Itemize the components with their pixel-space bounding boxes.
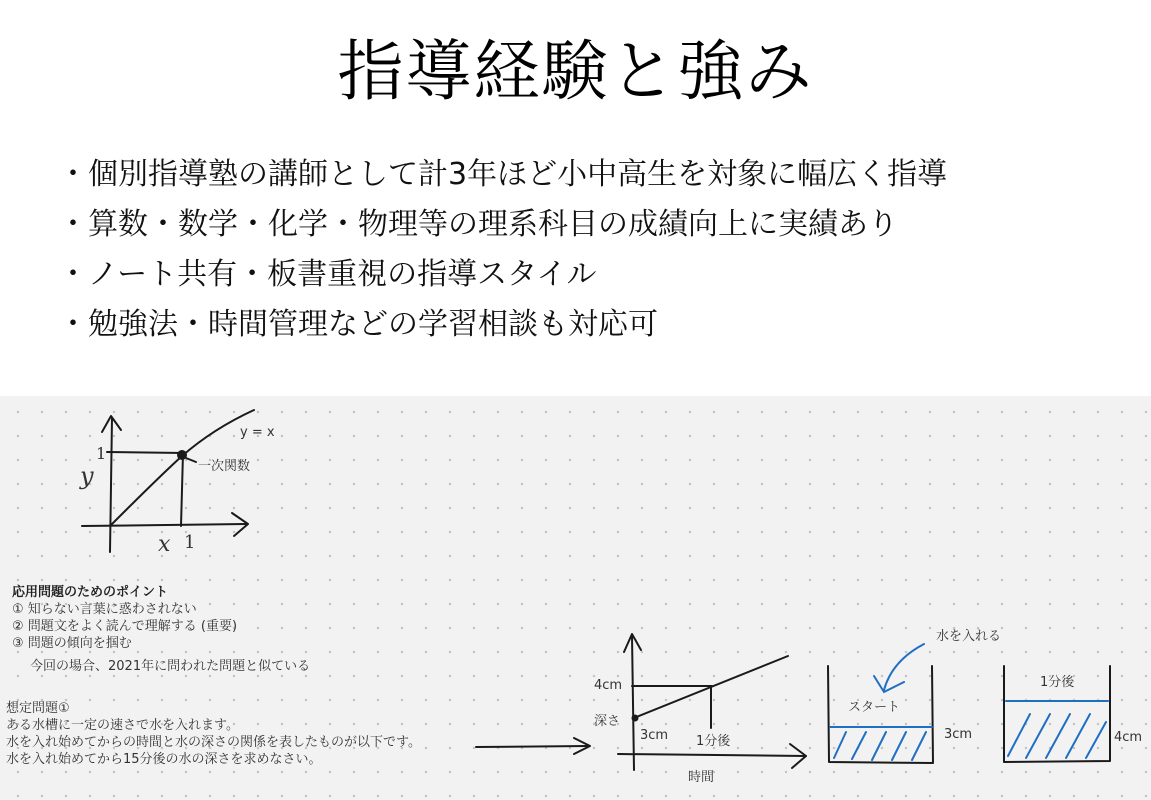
bullet-item: ・勉強法・時間管理などの学習相談も対応可 — [58, 307, 658, 342]
tip-item: ① 知らない言葉に惑わされない — [12, 602, 197, 617]
problem-to-graph-arrow — [476, 746, 588, 747]
problem-line: 水を入れ始めてからの時間と水の深さの関係を表したものが以下です。 — [6, 735, 421, 750]
graph1-point — [177, 450, 187, 460]
tank1-water-hatch — [834, 732, 926, 760]
tank2-depth-label: 4cm — [1114, 730, 1143, 745]
graph2-y-axis — [632, 636, 634, 770]
graph2-intercept-label: 3cm — [640, 728, 669, 743]
graph1-y-tick: 1 — [96, 444, 107, 463]
graph1-vertical-guide — [181, 453, 183, 526]
graph2-x-axis-label: 時間 — [688, 770, 715, 785]
bullet-item: ・算数・数学・化学・物理等の理系科目の成績向上に実績あり — [58, 207, 898, 242]
graph2-point — [632, 715, 639, 722]
graph2-y-value-label: 4cm — [594, 678, 623, 693]
tank1-arrow-label: 水を入れる — [936, 629, 1002, 644]
slide-title: 指導経験と強み — [337, 33, 814, 110]
graph1-x-tick: 1 — [184, 532, 196, 553]
tip-item: ② 問題文をよく読んで理解する (重要) — [12, 619, 238, 634]
graph2-x-tick-label: 1分後 — [696, 734, 731, 749]
tips-block — [12, 584, 310, 675]
problem-block — [6, 700, 421, 768]
graph1-point-label: 一次関数 — [198, 459, 251, 474]
graph2-x-axis — [618, 754, 806, 756]
tips-note: 今回の場合、2021年に問われた問題と似ている — [30, 659, 311, 674]
bullet-item: ・ノート共有・板書重視の指導スタイル — [58, 257, 597, 292]
graph1-x-axis — [82, 524, 246, 526]
bullet-list — [58, 150, 947, 350]
tank1-state-label: スタート — [848, 700, 901, 715]
graph1-x-letter: x — [158, 532, 171, 557]
tank2-water-hatch — [1008, 714, 1106, 758]
graph2-y-axis-label: 深さ — [594, 714, 621, 729]
problem-title: 想定問題① — [6, 701, 70, 716]
whiteboard-image — [0, 396, 1151, 800]
problem-line: 水を入れ始めてから15分後の水の深さを求めなさい。 — [6, 752, 322, 767]
graph1-y-letter: y — [80, 462, 94, 490]
graph1-curve-label: y = x — [240, 425, 275, 440]
problem-line: ある水槽に一定の速さで水を入れます。 — [6, 718, 239, 733]
graph1-horizontal-guide — [107, 452, 184, 453]
tank1-depth-label: 3cm — [944, 727, 973, 742]
graph1-point-pointer — [186, 458, 196, 462]
tank2-state-label: 1分後 — [1040, 675, 1075, 690]
graph1-y-axis — [110, 418, 112, 552]
tips-title: 応用問題のためのポイント — [12, 585, 169, 600]
bullet-item: ・個別指導塾の講師として計3年ほど小中高生を対象に幅広く指導 — [58, 157, 948, 192]
tip-item: ③ 問題の傾向を掴む — [12, 636, 132, 651]
